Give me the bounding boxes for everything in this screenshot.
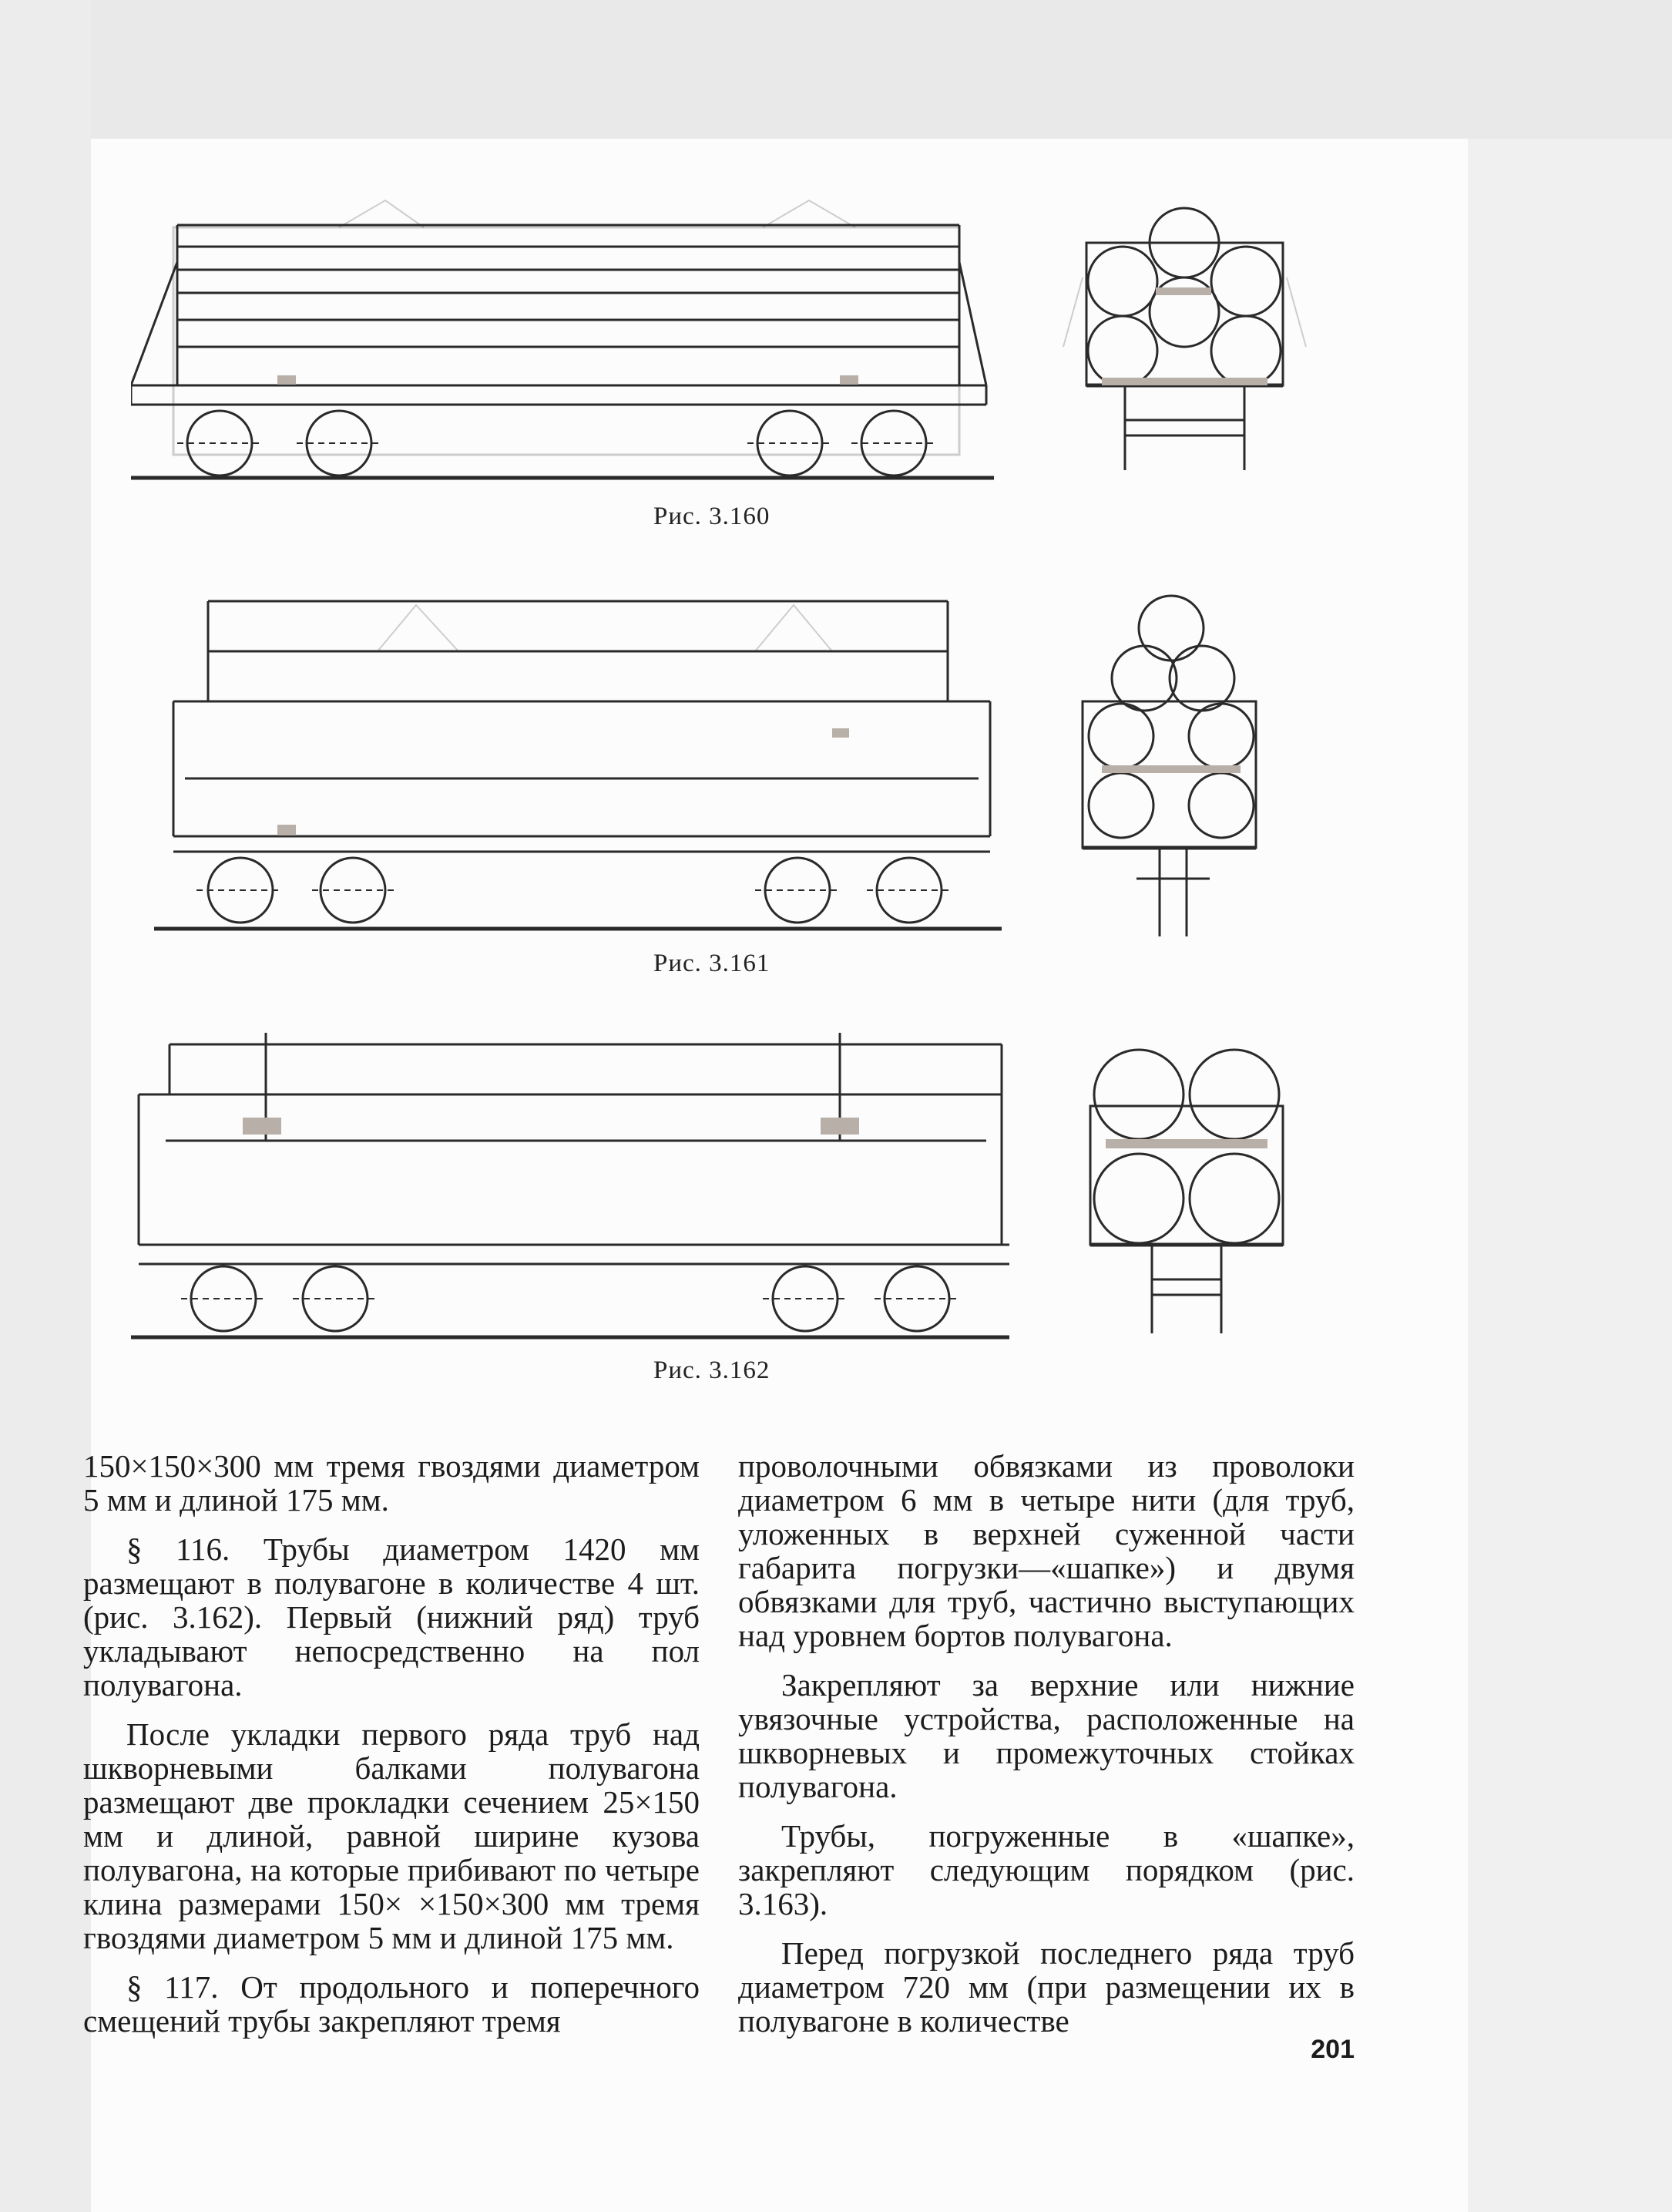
figure-3-160-drawing — [131, 170, 1333, 493]
figure-3-161-caption: Рис. 3.161 — [653, 950, 771, 977]
left-paragraph-1: 150×150×300 мм тремя гвоздями диаметром 5 мм и длиной 175 мм. — [83, 1448, 700, 1518]
scan-margin-left — [0, 0, 91, 2212]
right-paragraph-4: Перед погрузкой последнего ряда труб диаметром 720 мм (при размещении их в полувагоне в количестве — [738, 1935, 1355, 2039]
figure-3-162-caption: Рис. 3.162 — [653, 1356, 771, 1384]
figure-3-162-drawing — [131, 1033, 1333, 1356]
figure-3-160-caption: Рис. 3.160 — [653, 503, 771, 530]
page-number: 201 — [1311, 2035, 1355, 2064]
right-paragraph-3: Трубы, погруженные в «шапке», закрепляют следующим порядком (рис. 3.163). — [738, 1818, 1355, 1921]
figure-3-161 — [154, 574, 1325, 936]
right-paragraph-1: проволочными обвязками из проволоки диаметром 6 мм в четыре нити (для труб, уложенных в верхней суженной части габарита погрузки—«шапке») и двумя обвязками для труб, частично выступающих над уровнем бортов полувагона. — [738, 1448, 1355, 1653]
scan-margin-top — [0, 0, 1672, 139]
right-column — [738, 1449, 1355, 2053]
left-paragraph-3: После укладки первого ряда труб над шкворневыми балками полувагона размещают две прокладки сечением 25×150 мм и длиной, равной ширине кузова полувагона, на которые прибивают по четыре клина размерами 150× ×150×300 мм тремя гвоздями диаметром 5 мм и длиной 175 мм. — [83, 1716, 700, 1955]
figure-3-161-drawing — [154, 574, 1325, 936]
right-paragraph-2: Закрепляют за верхние или нижние увязочные устройства, расположенные на шкворневых и промежуточных стойках полувагона. — [738, 1667, 1355, 1804]
scan-margin-right — [1468, 139, 1672, 2212]
left-paragraph-4: § 117. От продольного и поперечного смещений трубы закрепляют тремя — [83, 1969, 700, 2039]
figure-3-162 — [131, 1033, 1333, 1356]
figure-3-160 — [131, 170, 1333, 493]
left-paragraph-2: § 116. Трубы диаметром 1420 мм размещают в полувагоне в количестве 4 шт. (рис. 3.162). Первый (нижний ряд) труб укладывают непосредственно на пол полувагона. — [83, 1531, 700, 1703]
left-column — [83, 1449, 700, 2053]
